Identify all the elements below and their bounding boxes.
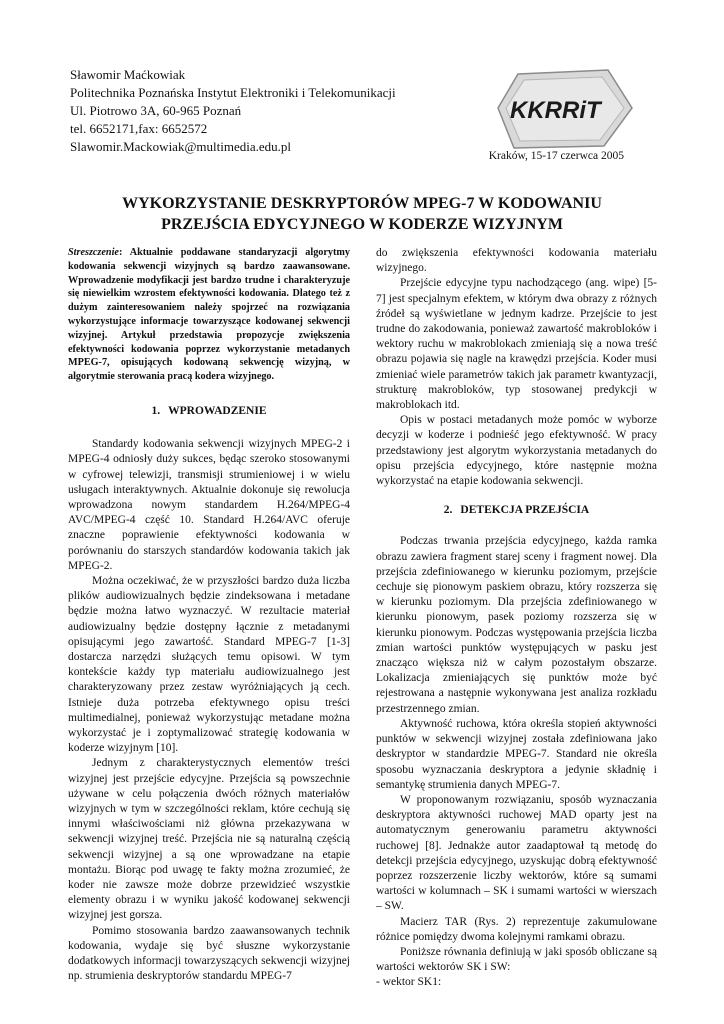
author-name: Sławomir Maćkowiak	[70, 67, 186, 82]
author-affiliation: Politechnika Poznańska Instytut Elektroniki i Telekomunikacji	[70, 85, 396, 100]
paragraph: Poniższe równania definiują w jaki sposób obliczane są wartości wektorów SK i SW:	[376, 945, 657, 974]
section-1-number: 1.	[151, 404, 161, 417]
paragraph: Pomimo stosowania bardzo zaawansowanych technik kodowania, wydaje się być słuszne wykorzystanie dodatkowych informacji towarzyszących sekwencji wizyjnej np. strumienia deskryptorów standardu MPEG-7	[68, 924, 350, 983]
paragraph: Podczas trwania przejścia edycyjnego, każda ramka obrazu zawiera fragment starej sceny i fragment nowej. Dla przejścia zdefiniowanego w kierunku poziomym, przejście cechuje się pionowym paskiem obrazu, który rozszerza się w kierunku poziomym. Dla przejścia zdefiniowanego w kierunku pionowym, pasek poziomy rozszerza się w kierunku pionowym. Podczas występowania przejścia liczba zmian wartości punktów występujących w pasku jest znacząco większa niż w całym pozostałym obszarze. Lokalizacja zmieniających się punktów może być rejestrowana a następnie wykonywana jest analiza rozkładu przestrzennego zmian.	[376, 535, 657, 715]
section-1-heading	[68, 404, 350, 419]
title-line-2: PRZEJŚCIA EDYCYJNEGO W KODERZE WIZYJNYM	[161, 216, 563, 233]
section-2-heading	[376, 503, 657, 518]
vector-label: - wektor SK1:	[376, 976, 442, 989]
section-2-title: DETEKCJA PRZEJŚCIA	[460, 504, 590, 517]
paragraph: Można oczekiwać, że w przyszłości bardzo duża liczba plików audiowizualnych będzie zindeksowana i metadane będzie można łatwo wyznaczyć. W rezultacie materiał audiowizualny będzie dostępny łącznie z metadanymi opisującymi jego zawartość. Standard MPEG-7 [1-3] dostarcza narzędzi służących temu opisowi. W tym kontekście każdy typ materiału audiowizualnego jest charakteryzowany przez zestaw wyróżniających ją cech. Istnieje duża potrzeba efektywnego opisu treści multimedialnej, ponieważ wykorzystując metadane można wykorzystać je i zoptymalizować strategię kodowania w koderze wizyjnym [10].	[68, 575, 350, 755]
section-1-title: WPROWADZENIE	[168, 404, 267, 417]
location-date: Kraków, 15-17 czerwca 2005	[488, 150, 624, 162]
paragraph: Standardy kodowania sekwencji wizyjnych MPEG-2 i MPEG-4 odniosły duży sukces, będąc szeroko stosowanymi w cyfrowej telewizji, transmisji strumieniowej i w wielu usługach interaktywnych. Aktualnie dokonuje się rewolucja wprowadzona nowym standardem H.264/MPEG-4 AVC/MPEG-4 część 10. Standard H.264/AVC oferuje znaczne poprawienie efektywności kodowania w porównaniu do starszych standardów kodowania takich jak MPEG-2.	[68, 438, 350, 572]
kkrrit-logo	[496, 68, 636, 150]
right-column	[376, 246, 657, 991]
abstract-text: : Aktualnie poddawane standaryzacji algorytmy kodowania sekwencji wizyjnych są bardzo zaawansowane. Wprowadzenie modyfikacji jest bardzo trudne i charakteryzuje się niewielkim wzrostem efektywności kodowania. Dlatego też z dużym zainteresowaniem należy spojrzeć na rozwiązania wykorzystujące informacje towarzyszące kodowanej sekwencji wizyjnej. Artykuł przedstawia propozycje zwiększenia efektywności kodowania poprzez wykorzystanie metadanych MPEG-7, opisujących kodowaną sekwencję wizyjną, w algorytmie sterowania pracą kodera wizyjnego.	[68, 247, 350, 383]
abstract-lead: Streszczenie	[68, 247, 119, 258]
paragraph: Macierz TAR (Rys. 2) reprezentuje zakumulowane różnice pomiędzy dwoma kolejnymi ramkami obrazu.	[376, 915, 657, 943]
left-column	[68, 246, 350, 984]
paragraph: W proponowanym rozwiązaniu, sposób wyznaczania deskryptora aktywności ruchowej MAD oparty jest na automatycznym generowaniu parametru aktywności ruchowej [8]. Jednakże autor zaadaptował tą metodę do detekcji przejścia edycyjnego, uzyskując dobrą efektywność poprzez rozszerzenie liczby wektorów, które są sumami wartości w kolumnach – SK i sumami wartości w wierszach – SW.	[376, 793, 657, 913]
author-block	[70, 66, 396, 156]
paragraph: Przejście edycyjne typu nachodzącego (ang. wipe) [5-7] jest specjalnym efektem, w którym dwa obrazy z różnych źródeł są wyświetlane w jednym kadrze. Przejście to jest trudne do zakodowania, ponieważ zawartość makrobloków i wektory ruchu w makroblokach zmieniają się a nowa treść obrazu pojawia się nagle na krawędzi przejścia. Koder musi zmieniać wiele parametrów takich jak parametr kwantyzacji, strukturę makrobloków, typ stosowanej predykcji w makroblokach itd.	[376, 277, 657, 412]
author-phone: tel. 6652171,fax: 6652572	[70, 121, 208, 136]
section-2-number: 2.	[443, 504, 453, 517]
author-email: Slawomir.Mackowiak@multimedia.edu.pl	[70, 139, 292, 154]
paper-title	[60, 193, 664, 235]
paragraph: Opis w postaci metadanych może pomóc w wyborze decyzji w koderze i podnieść jego efektywność. W pracy przedstawiony jest algorytm wykorzystania metadanych do opisu przejścia edycyjnego, które następnie można wykorzystać na etapie kodowania sekwencji.	[376, 414, 657, 488]
paragraph: Jednym z charakterystycznych elementów treści wizyjnej jest przejście edycyjne. Przejścia są powszechnie używane w celu połączenia dwóch różnych materiałów wizyjnych w tym w szczególności reklam, które cechują się innymi właściwościami niż główna przekazywana w sekwencji wizyjnej treść. Przejścia nie są naturalną częścią sekwencji wizyjnej a są one wprowadzane na etapie montażu. Biorąc pod uwagę te fakty można zrozumieć, że koder nie zawsze może dobrze przewidzieć wszystkie elementy obrazu i w wyniku jakość kodowanej sekwencji wizyjnej jest gorsza.	[68, 757, 350, 922]
logo-text: KKRRiT	[510, 97, 601, 124]
title-line-1: WYKORZYSTANIE DESKRYPTORÓW MPEG-7 W KODOWANIU	[122, 195, 602, 212]
abstract	[68, 246, 350, 384]
author-address: Ul. Piotrowo 3A, 60-965 Poznań	[70, 103, 242, 118]
paragraph-continuation: do zwiększenia efektywności kodowania materiału wizyjnego.	[376, 247, 657, 275]
paragraph: Aktywność ruchowa, która określa stopień aktywności punktów w sekwencji wizyjnej została zdefiniowana jako deskryptor w standardzie MPEG-7. Standard nie określa sposobu wyznaczania deskryptora a jedynie składnię i semantykę strumienia danych MPEG-7.	[376, 717, 657, 791]
